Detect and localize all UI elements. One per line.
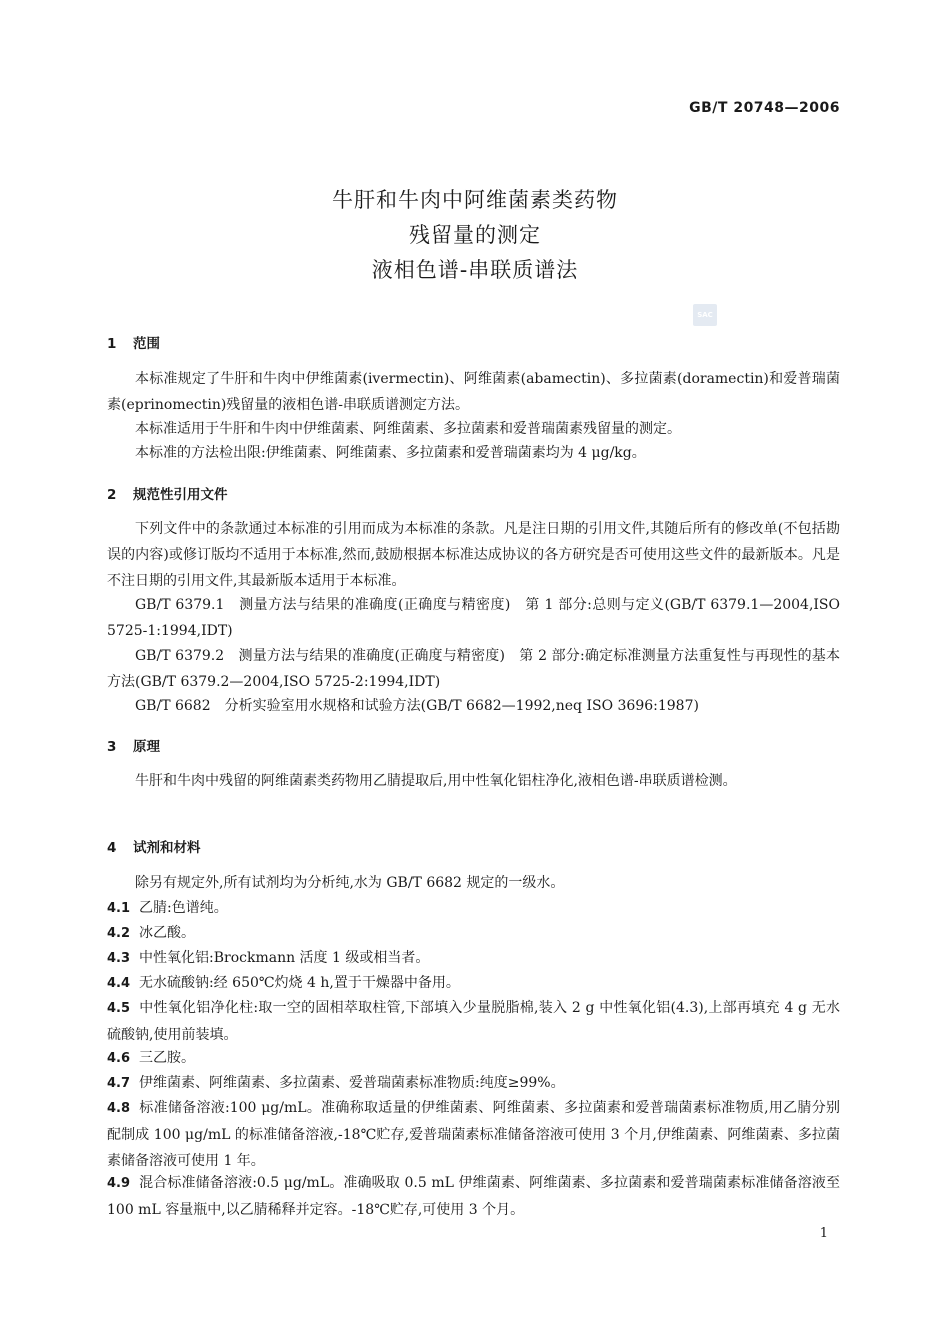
- section-number: 2: [107, 487, 117, 503]
- item-text: 中性氧化铝:Brockmann 活度 1 级或相当者。: [139, 950, 430, 966]
- section-title: 试剂和材料: [133, 840, 201, 856]
- reference-gbt-6682: GB/T 6682 分析实验室用水规格和试验方法(GB/T 6682—1992,neq ISO 3696:1987): [135, 698, 699, 714]
- list-item-4-4: [107, 970, 840, 997]
- list-item-4-8: [107, 1095, 840, 1174]
- item-number: 4.7: [107, 1076, 131, 1091]
- section-4-paragraph-1: 除另有规定外,所有试剂均为分析纯,水为 GB/T 6682 规定的一级水。: [135, 875, 565, 891]
- item-number: 4.1: [107, 901, 131, 916]
- item-number: 4.8: [107, 1101, 131, 1116]
- list-item-4-1: [107, 895, 840, 922]
- sac-watermark-logo: SAC: [693, 304, 717, 326]
- section-1-paragraph-3: 本标准的方法检出限:伊维菌素、阿维菌素、多拉菌素和爱普瑞菌素均为 4 μg/kg。: [135, 445, 646, 461]
- item-text: 乙腈:色谱纯。: [139, 900, 228, 916]
- item-number: 4.4: [107, 976, 131, 991]
- item-number: 4.5: [107, 1001, 131, 1016]
- item-text: 中性氧化铝净化柱:取一空的固相萃取柱管,下部填入少量脱脂棉,装入 2 g 中性氧化铝(4.3),上部再填充 4 g 无水硫酸钠,使用前装填。: [107, 1000, 840, 1043]
- list-item-4-2: [107, 920, 840, 947]
- item-number: 4.2: [107, 926, 131, 941]
- section-2-heading: [107, 483, 228, 503]
- list-item-4-5: [107, 995, 840, 1048]
- section-title: 规范性引用文件: [133, 487, 228, 503]
- item-text: 三乙胺。: [139, 1050, 195, 1066]
- list-item-4-7: [107, 1070, 840, 1097]
- item-text: 冰乙酸。: [139, 925, 195, 941]
- title-line-2: 残留量的测定: [409, 223, 541, 247]
- item-text: 标准储备溶液:100 μg/mL。准确称取适量的伊维菌素、阿维菌素、多拉菌素和爱普瑞菌素标准物质,用乙腈分别配制成 100 μg/mL 的标准储备溶液,-18℃贮存,爱普瑞菌素标准储备溶液可使用 3 个月,伊维菌素、阿维菌素、多拉菌素储备溶液可使用 1 年。: [107, 1100, 840, 1169]
- section-3-paragraph-1: 牛肝和牛肉中残留的阿维菌素类药物用乙腈提取后,用中性氧化铝柱净化,液相色谱-串联质谱检测。: [135, 773, 737, 789]
- section-2-paragraph-1: 下列文件中的条款通过本标准的引用而成为本标准的条款。凡是注日期的引用文件,其随后所有的修改单(不包括勘误的内容)或修订版均不适用于本标准,然而,鼓励根据本标准达成协议的各方研究是否可使用这些文件的最新版本。凡是不注日期的引用文件,其最新版本适用于本标准。: [107, 521, 840, 589]
- item-number: 4.3: [107, 951, 131, 966]
- section-title: 范围: [133, 336, 160, 352]
- item-text: 伊维菌素、阿维菌素、多拉菌素、爱普瑞菌素标准物质:纯度≥99%。: [139, 1075, 565, 1091]
- title-line-3: 液相色谱-串联质谱法: [371, 258, 579, 282]
- reference-gbt-6379-1: GB/T 6379.1 测量方法与结果的准确度(正确度与精密度) 第 1 部分:总则与定义(GB/T 6379.1—2004,ISO 5725-1:1994,IDT): [107, 597, 840, 639]
- item-number: 4.6: [107, 1051, 131, 1066]
- section-1-paragraph-1: 本标准规定了牛肝和牛肉中伊维菌素(ivermectin)、阿维菌素(abamectin)、多拉菌素(doramectin)和爱普瑞菌素(eprinomectin)残留量的液相色谱-串联质谱测定方法。: [107, 371, 840, 413]
- list-item-4-9: [107, 1170, 840, 1223]
- standard-code: GB/T 20748—2006: [689, 100, 840, 116]
- section-1-heading: [107, 332, 160, 352]
- section-4-heading: [107, 836, 201, 856]
- list-item-4-3: [107, 945, 840, 972]
- item-text: 混合标准储备溶液:0.5 μg/mL。准确吸取 0.5 mL 伊维菌素、阿维菌素、多拉菌素和爱普瑞菌素标准储备溶液至 100 mL 容量瓶中,以乙腈稀释并定容。-18℃贮存,可使用 3 个月。: [107, 1175, 840, 1218]
- item-text: 无水硫酸钠:经 650℃灼烧 4 h,置于干燥器中备用。: [139, 975, 460, 991]
- section-3-heading: [107, 735, 160, 755]
- section-1-paragraph-2: 本标准适用于牛肝和牛肉中伊维菌素、阿维菌素、多拉菌素和爱普瑞菌素残留量的测定。: [135, 421, 681, 437]
- reference-gbt-6379-2: GB/T 6379.2 测量方法与结果的准确度(正确度与精密度) 第 2 部分:确定标准测量方法重复性与再现性的基本方法(GB/T 6379.2—2004,ISO 5725-2:1994,IDT): [107, 648, 840, 690]
- item-number: 4.9: [107, 1176, 131, 1191]
- section-number: 4: [107, 840, 117, 856]
- section-number: 1: [107, 336, 117, 352]
- section-number: 3: [107, 739, 117, 755]
- section-title: 原理: [133, 739, 160, 755]
- title-line-1: 牛肝和牛肉中阿维菌素类药物: [332, 188, 618, 212]
- list-item-4-6: [107, 1045, 840, 1072]
- page-number: 1: [819, 1226, 828, 1241]
